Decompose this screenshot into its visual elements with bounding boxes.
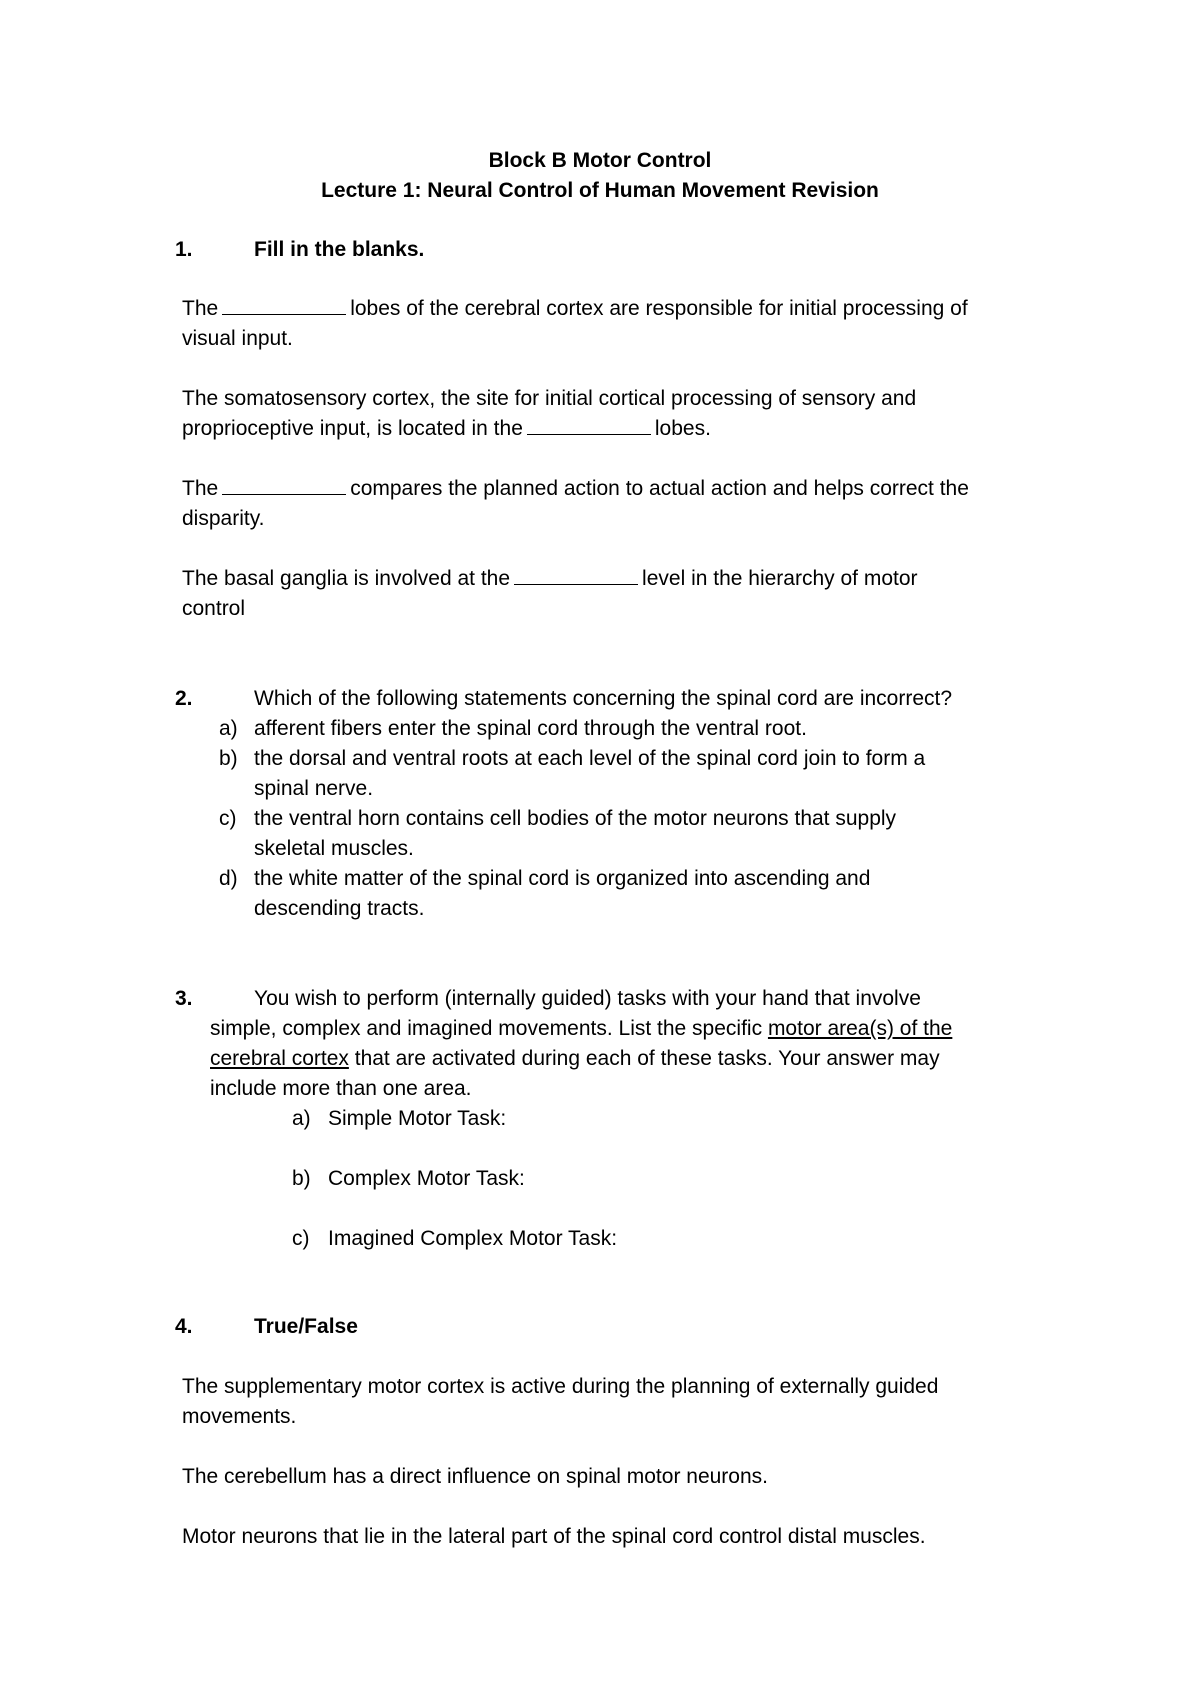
q1-statement-2 xyxy=(182,384,1032,444)
q3-line-1: You wish to perform (internally guided) tasks with your hand that involve xyxy=(254,987,921,1010)
q2-option-d-line-2: descending tracts. xyxy=(254,897,425,920)
q3-sub-b-text: Complex Motor Task: xyxy=(328,1167,525,1190)
q1-statement-1 xyxy=(182,294,1032,354)
q2-option-d-letter: d) xyxy=(219,867,238,890)
q3-line-2: simple, complex and imagined movements. List the specific xyxy=(210,1017,763,1040)
q1-s2-part-a: The somatosensory cortex, the site for initial cortical processing of sensory and xyxy=(182,387,917,410)
q1-s3-part-b: compares the planned action to actual action and helps correct the xyxy=(350,477,969,500)
q1-s1-part-a: The xyxy=(182,297,219,320)
q3-underlined-motor-areas: motor area(s) of the xyxy=(767,1017,953,1040)
q4-statement-3: Motor neurons that lie in the lateral part of the spinal cord control distal muscles. xyxy=(182,1525,926,1548)
q2-option-c-letter: c) xyxy=(219,807,237,830)
q3-line-4: include more than one area. xyxy=(210,1077,472,1100)
q2-option-c-line-1: the ventral horn contains cell bodies of the motor neurons that supply xyxy=(254,807,897,830)
q1-s2-part-b: proprioceptive input, is located in the xyxy=(182,417,523,440)
q1-statement-3 xyxy=(182,474,1032,534)
q2-option-c-text xyxy=(254,804,1014,864)
q2-option-d-line-1: the white matter of the spinal cord is organized into ascending and xyxy=(254,867,871,890)
q1-s3-part-a: The xyxy=(182,477,219,500)
answer-blank xyxy=(222,296,346,315)
q1-s4-part-a: The basal ganglia is involved at the xyxy=(182,567,511,590)
answer-blank xyxy=(222,476,346,495)
q4-s1-line-2: movements. xyxy=(182,1405,297,1428)
q2-option-a-text xyxy=(254,714,1014,744)
q4-s1-line-1: The supplementary motor cortex is active during the planning of externally guided xyxy=(182,1375,939,1398)
document-title: Block B Motor Control xyxy=(488,149,712,172)
q2-option-a-letter: a) xyxy=(219,717,238,740)
answer-blank xyxy=(514,566,638,585)
q2-option-d-text xyxy=(254,864,1014,924)
question-4-number: 4. xyxy=(175,1315,193,1338)
q1-s4-part-c: control xyxy=(182,597,246,620)
q3-line-3: that are activated during each of these tasks. Your answer may xyxy=(354,1047,940,1070)
q1-statement-4 xyxy=(182,564,1032,624)
q3-sub-a-text: Simple Motor Task: xyxy=(328,1107,507,1130)
question-1-heading: Fill in the blanks. xyxy=(254,238,425,261)
q4-statement-1 xyxy=(182,1372,1032,1432)
q1-s4-part-b: level in the hierarchy of motor xyxy=(642,567,918,590)
answer-blank xyxy=(527,416,651,435)
q2-option-b-line-2: spinal nerve. xyxy=(254,777,374,800)
q3-sub-c-letter: c) xyxy=(292,1227,310,1250)
q3-sub-b-letter: b) xyxy=(292,1167,311,1190)
question-3-number: 3. xyxy=(175,987,193,1010)
q1-s2-part-c: lobes. xyxy=(654,417,711,440)
q2-option-b-line-1: the dorsal and ventral roots at each level of the spinal cord join to form a xyxy=(254,747,926,770)
q2-option-b-letter: b) xyxy=(219,747,238,770)
question-4-heading: True/False xyxy=(254,1315,358,1338)
question-2-number: 2. xyxy=(175,687,193,710)
q1-s3-part-c: disparity. xyxy=(182,507,265,530)
q2-option-b-text xyxy=(254,744,1014,804)
q1-s1-part-b: lobes of the cerebral cortex are responsible for initial processing of xyxy=(350,297,968,320)
question-1-number: 1. xyxy=(175,238,193,261)
q3-sub-c-text: Imagined Complex Motor Task: xyxy=(328,1227,618,1250)
q3-underlined-cerebral-cortex: cerebral cortex xyxy=(210,1047,349,1070)
q2-option-a-line: afferent fibers enter the spinal cord through the ventral root. xyxy=(254,717,807,740)
document-subtitle: Lecture 1: Neural Control of Human Movement Revision xyxy=(321,179,879,202)
q1-s1-part-c: visual input. xyxy=(182,327,293,350)
q4-statement-2: The cerebellum has a direct influence on spinal motor neurons. xyxy=(182,1465,768,1488)
q2-option-c-line-2: skeletal muscles. xyxy=(254,837,414,860)
question-2-heading: Which of the following statements concerning the spinal cord are incorrect? xyxy=(254,687,953,710)
q3-body xyxy=(210,1014,1030,1104)
q3-sub-a-letter: a) xyxy=(292,1107,311,1130)
